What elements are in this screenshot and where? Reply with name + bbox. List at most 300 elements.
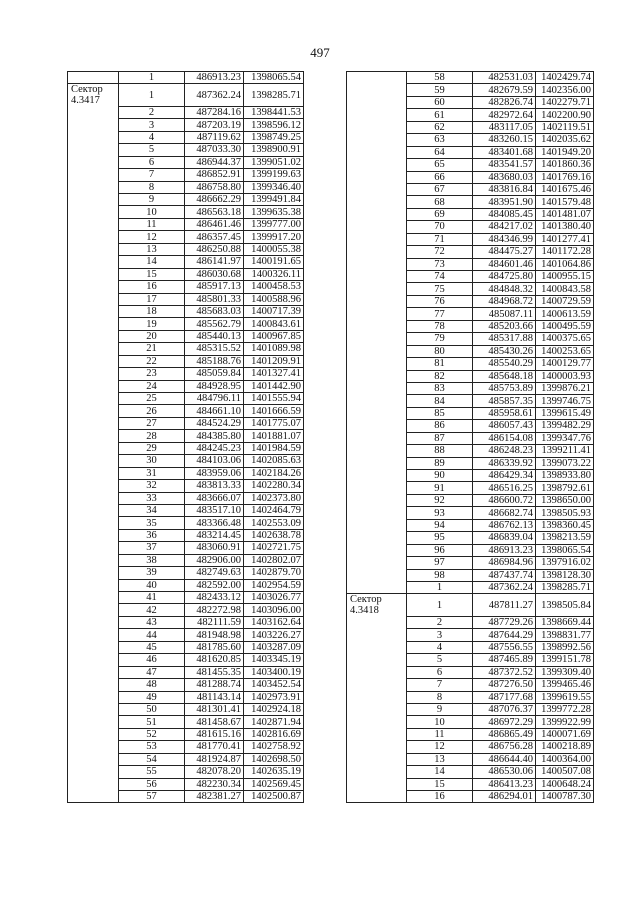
y-coordinate-cell: 1399777.00 bbox=[244, 218, 304, 230]
table-row bbox=[347, 519, 594, 531]
y-coordinate-cell: 1401881.07 bbox=[244, 430, 304, 442]
table-row bbox=[347, 333, 594, 345]
point-number-cell: 41 bbox=[119, 592, 185, 604]
table-row bbox=[68, 604, 304, 616]
x-coordinate-cell: 481924.87 bbox=[185, 753, 244, 765]
y-coordinate-cell: 1398065.54 bbox=[536, 544, 594, 556]
x-coordinate-cell: 486944.37 bbox=[185, 156, 244, 168]
x-coordinate-cell: 486154.08 bbox=[473, 432, 536, 444]
x-coordinate-cell: 485801.33 bbox=[185, 293, 244, 305]
table-row bbox=[347, 594, 594, 617]
point-number-cell: 78 bbox=[407, 320, 473, 332]
table-row bbox=[347, 183, 594, 195]
y-coordinate-cell: 1400129.77 bbox=[536, 358, 594, 370]
table-row bbox=[347, 791, 594, 803]
table-row bbox=[68, 119, 304, 131]
x-coordinate-cell: 485562.79 bbox=[185, 318, 244, 330]
table-row bbox=[68, 641, 304, 653]
point-number-cell: 89 bbox=[407, 457, 473, 469]
point-number-cell: 3 bbox=[119, 119, 185, 131]
y-coordinate-cell: 1401775.07 bbox=[244, 417, 304, 429]
y-coordinate-cell: 1399491.84 bbox=[244, 194, 304, 206]
table-row bbox=[68, 666, 304, 678]
point-number-cell: 71 bbox=[407, 233, 473, 245]
x-coordinate-cell: 485317.88 bbox=[473, 333, 536, 345]
table-row bbox=[68, 343, 304, 355]
point-number-cell: 56 bbox=[119, 778, 185, 790]
y-coordinate-cell: 1402464.79 bbox=[244, 504, 304, 516]
x-coordinate-cell: 485440.13 bbox=[185, 330, 244, 342]
point-number-cell: 72 bbox=[407, 246, 473, 258]
x-coordinate-cell: 487729.26 bbox=[473, 616, 536, 628]
table-row bbox=[347, 84, 594, 96]
x-coordinate-cell: 485087.11 bbox=[473, 308, 536, 320]
table-row bbox=[68, 181, 304, 193]
y-coordinate-cell: 1402119.51 bbox=[536, 121, 594, 133]
y-coordinate-cell: 1402429.74 bbox=[536, 72, 594, 84]
point-number-cell: 87 bbox=[407, 432, 473, 444]
sector-cell bbox=[347, 395, 407, 407]
table-row bbox=[347, 728, 594, 740]
sector-cell bbox=[68, 243, 119, 255]
x-coordinate-cell: 482272.98 bbox=[185, 604, 244, 616]
x-coordinate-cell: 485648.18 bbox=[473, 370, 536, 382]
point-number-cell: 69 bbox=[407, 208, 473, 220]
point-number-cell: 83 bbox=[407, 382, 473, 394]
x-coordinate-cell: 485857.35 bbox=[473, 395, 536, 407]
table-row bbox=[347, 629, 594, 641]
table-row bbox=[68, 305, 304, 317]
point-number-cell: 67 bbox=[407, 183, 473, 195]
sector-cell bbox=[347, 295, 407, 307]
x-coordinate-cell: 487033.30 bbox=[185, 144, 244, 156]
x-coordinate-cell: 482230.34 bbox=[185, 778, 244, 790]
point-number-cell: 98 bbox=[407, 569, 473, 581]
point-number-cell: 50 bbox=[119, 703, 185, 715]
point-number-cell: 7 bbox=[407, 679, 473, 691]
page-number: 497 bbox=[310, 45, 330, 60]
point-number-cell: 88 bbox=[407, 445, 473, 457]
x-coordinate-cell: 487811.27 bbox=[473, 594, 536, 617]
table-row bbox=[347, 766, 594, 778]
sector-cell bbox=[68, 194, 119, 206]
x-coordinate-cell: 483541.57 bbox=[473, 159, 536, 171]
y-coordinate-cell: 1400967.85 bbox=[244, 330, 304, 342]
table-row bbox=[68, 144, 304, 156]
sector-cell bbox=[68, 753, 119, 765]
table-row bbox=[68, 355, 304, 367]
y-coordinate-cell: 1402638.78 bbox=[244, 529, 304, 541]
table-row bbox=[347, 666, 594, 678]
x-coordinate-cell: 487362.24 bbox=[473, 581, 536, 593]
table-row bbox=[68, 256, 304, 268]
y-coordinate-cell: 1400191.65 bbox=[244, 256, 304, 268]
sector-cell bbox=[68, 542, 119, 554]
x-coordinate-cell: 482531.03 bbox=[473, 72, 536, 84]
x-coordinate-cell: 487372.52 bbox=[473, 666, 536, 678]
table-row bbox=[68, 679, 304, 691]
point-number-cell: 59 bbox=[407, 84, 473, 96]
table-row bbox=[347, 445, 594, 457]
sector-cell bbox=[347, 72, 407, 84]
sector-cell bbox=[347, 482, 407, 494]
x-coordinate-cell: 487119.62 bbox=[185, 131, 244, 143]
x-coordinate-cell: 483060.91 bbox=[185, 542, 244, 554]
x-coordinate-cell: 486600.72 bbox=[473, 494, 536, 506]
point-number-cell: 4 bbox=[119, 131, 185, 143]
y-coordinate-cell: 1397916.02 bbox=[536, 557, 594, 569]
point-number-cell: 46 bbox=[119, 654, 185, 666]
x-coordinate-cell: 483401.68 bbox=[473, 146, 536, 158]
table-row bbox=[68, 691, 304, 703]
sector-cell bbox=[347, 778, 407, 790]
y-coordinate-cell: 1402280.34 bbox=[244, 480, 304, 492]
table-row bbox=[347, 358, 594, 370]
sector-cell bbox=[347, 382, 407, 394]
point-number-cell: 1 bbox=[119, 84, 185, 107]
sector-cell bbox=[347, 258, 407, 270]
sector-cell bbox=[68, 616, 119, 628]
y-coordinate-cell: 1398128.30 bbox=[536, 569, 594, 581]
y-coordinate-cell: 1403287.09 bbox=[244, 641, 304, 653]
point-number-cell: 63 bbox=[407, 134, 473, 146]
point-number-cell: 49 bbox=[119, 691, 185, 703]
x-coordinate-cell: 482592.00 bbox=[185, 579, 244, 591]
sector-cell bbox=[68, 156, 119, 168]
x-coordinate-cell: 481620.85 bbox=[185, 654, 244, 666]
y-coordinate-cell: 1399346.40 bbox=[244, 181, 304, 193]
table-row bbox=[68, 741, 304, 753]
y-coordinate-cell: 1403162.64 bbox=[244, 616, 304, 628]
table-row bbox=[347, 171, 594, 183]
y-coordinate-cell: 1400364.00 bbox=[536, 753, 594, 765]
point-number-cell: 1 bbox=[119, 72, 185, 84]
y-coordinate-cell: 1403452.54 bbox=[244, 679, 304, 691]
y-coordinate-cell: 1402356.00 bbox=[536, 84, 594, 96]
y-coordinate-cell: 1400717.39 bbox=[244, 305, 304, 317]
point-number-cell: 61 bbox=[407, 109, 473, 121]
point-number-cell: 51 bbox=[119, 716, 185, 728]
y-coordinate-cell: 1402569.45 bbox=[244, 778, 304, 790]
sector-cell bbox=[68, 305, 119, 317]
y-coordinate-cell: 1398749.25 bbox=[244, 131, 304, 143]
y-coordinate-cell: 1399482.29 bbox=[536, 420, 594, 432]
point-number-cell: 43 bbox=[119, 616, 185, 628]
y-coordinate-cell: 1399347.76 bbox=[536, 432, 594, 444]
sector-cell bbox=[347, 544, 407, 556]
point-number-cell: 1 bbox=[407, 594, 473, 617]
sector-cell bbox=[347, 569, 407, 581]
table-row bbox=[68, 169, 304, 181]
sector-cell bbox=[347, 716, 407, 728]
y-coordinate-cell: 1402553.09 bbox=[244, 517, 304, 529]
y-coordinate-cell: 1402635.19 bbox=[244, 766, 304, 778]
y-coordinate-cell: 1399211.41 bbox=[536, 445, 594, 457]
x-coordinate-cell: 481288.74 bbox=[185, 679, 244, 691]
sector-cell bbox=[68, 629, 119, 641]
y-coordinate-cell: 1398285.71 bbox=[536, 581, 594, 593]
table-row bbox=[347, 109, 594, 121]
table-row bbox=[347, 544, 594, 556]
table-row bbox=[347, 258, 594, 270]
sector-cell bbox=[347, 208, 407, 220]
point-number-cell: 20 bbox=[119, 330, 185, 342]
table-row bbox=[68, 131, 304, 143]
table-row bbox=[68, 716, 304, 728]
point-number-cell: 24 bbox=[119, 380, 185, 392]
table-row bbox=[347, 121, 594, 133]
x-coordinate-cell: 483214.45 bbox=[185, 529, 244, 541]
table-row bbox=[347, 569, 594, 581]
x-coordinate-cell: 482433.12 bbox=[185, 592, 244, 604]
point-number-cell: 34 bbox=[119, 504, 185, 516]
sector-cell bbox=[347, 308, 407, 320]
point-number-cell: 32 bbox=[119, 480, 185, 492]
x-coordinate-cell: 486339.92 bbox=[473, 457, 536, 469]
x-coordinate-cell: 487284.16 bbox=[185, 106, 244, 118]
table-row bbox=[68, 616, 304, 628]
point-number-cell: 5 bbox=[119, 144, 185, 156]
x-coordinate-cell: 485753.89 bbox=[473, 382, 536, 394]
table-row bbox=[68, 654, 304, 666]
x-coordinate-cell: 482826.74 bbox=[473, 96, 536, 108]
y-coordinate-cell: 1400458.53 bbox=[244, 281, 304, 293]
sector-cell bbox=[68, 368, 119, 380]
point-number-cell: 65 bbox=[407, 159, 473, 171]
point-number-cell: 14 bbox=[119, 256, 185, 268]
x-coordinate-cell: 486563.18 bbox=[185, 206, 244, 218]
table-row bbox=[347, 246, 594, 258]
x-coordinate-cell: 484103.06 bbox=[185, 455, 244, 467]
sector-cell bbox=[68, 778, 119, 790]
x-coordinate-cell: 484245.23 bbox=[185, 442, 244, 454]
y-coordinate-cell: 1398285.71 bbox=[244, 84, 304, 107]
point-number-cell: 18 bbox=[119, 305, 185, 317]
table-row bbox=[68, 106, 304, 118]
table-row bbox=[68, 430, 304, 442]
y-coordinate-cell: 1402721.75 bbox=[244, 542, 304, 554]
sector-cell bbox=[347, 121, 407, 133]
point-number-cell: 25 bbox=[119, 393, 185, 405]
sector-cell bbox=[347, 407, 407, 419]
x-coordinate-cell: 487556.55 bbox=[473, 641, 536, 653]
y-coordinate-cell: 1399922.99 bbox=[536, 716, 594, 728]
point-number-cell: 12 bbox=[119, 231, 185, 243]
y-coordinate-cell: 1403345.19 bbox=[244, 654, 304, 666]
point-number-cell: 85 bbox=[407, 407, 473, 419]
x-coordinate-cell: 483951.90 bbox=[473, 196, 536, 208]
sector-cell bbox=[68, 517, 119, 529]
point-number-cell: 13 bbox=[119, 243, 185, 255]
y-coordinate-cell: 1402802.07 bbox=[244, 554, 304, 566]
sector-cell bbox=[68, 218, 119, 230]
point-number-cell: 27 bbox=[119, 417, 185, 429]
sector-cell bbox=[347, 445, 407, 457]
sector-cell bbox=[347, 196, 407, 208]
point-number-cell: 12 bbox=[407, 741, 473, 753]
sector-cell bbox=[68, 72, 119, 84]
point-number-cell: 84 bbox=[407, 395, 473, 407]
table-row bbox=[68, 84, 304, 107]
table-row bbox=[347, 532, 594, 544]
y-coordinate-cell: 1399635.38 bbox=[244, 206, 304, 218]
table-row bbox=[347, 308, 594, 320]
table-row bbox=[347, 432, 594, 444]
y-coordinate-cell: 1400648.24 bbox=[536, 778, 594, 790]
y-coordinate-cell: 1402973.91 bbox=[244, 691, 304, 703]
y-coordinate-cell: 1401675.46 bbox=[536, 183, 594, 195]
x-coordinate-cell: 483680.03 bbox=[473, 171, 536, 183]
x-coordinate-cell: 483260.15 bbox=[473, 134, 536, 146]
y-coordinate-cell: 1402200.90 bbox=[536, 109, 594, 121]
sector-cell bbox=[347, 109, 407, 121]
point-number-cell: 33 bbox=[119, 492, 185, 504]
x-coordinate-cell: 486913.23 bbox=[185, 72, 244, 84]
y-coordinate-cell: 1400003.93 bbox=[536, 370, 594, 382]
point-number-cell: 2 bbox=[407, 616, 473, 628]
sector-cell bbox=[68, 703, 119, 715]
sector-cell bbox=[347, 221, 407, 233]
point-number-cell: 44 bbox=[119, 629, 185, 641]
y-coordinate-cell: 1399772.28 bbox=[536, 703, 594, 715]
table-row bbox=[68, 517, 304, 529]
table-row bbox=[68, 778, 304, 790]
table-row bbox=[347, 703, 594, 715]
x-coordinate-cell: 485059.84 bbox=[185, 368, 244, 380]
sector-cell bbox=[347, 320, 407, 332]
point-number-cell: 15 bbox=[119, 268, 185, 280]
x-coordinate-cell: 484475.27 bbox=[473, 246, 536, 258]
x-coordinate-cell: 485540.29 bbox=[473, 358, 536, 370]
point-number-cell: 17 bbox=[119, 293, 185, 305]
y-coordinate-cell: 1399309.40 bbox=[536, 666, 594, 678]
sector-cell bbox=[347, 271, 407, 283]
table-row bbox=[68, 529, 304, 541]
point-number-cell: 14 bbox=[407, 766, 473, 778]
x-coordinate-cell: 487203.19 bbox=[185, 119, 244, 131]
sector-cell bbox=[68, 393, 119, 405]
sector-cell bbox=[347, 666, 407, 678]
x-coordinate-cell: 482749.63 bbox=[185, 567, 244, 579]
x-coordinate-cell: 486461.46 bbox=[185, 218, 244, 230]
y-coordinate-cell: 1398441.53 bbox=[244, 106, 304, 118]
x-coordinate-cell: 487177.68 bbox=[473, 691, 536, 703]
x-coordinate-cell: 487465.89 bbox=[473, 654, 536, 666]
sector-cell bbox=[68, 529, 119, 541]
x-coordinate-cell: 481458.67 bbox=[185, 716, 244, 728]
table-row bbox=[68, 318, 304, 330]
x-coordinate-cell: 481770.41 bbox=[185, 741, 244, 753]
table-row bbox=[347, 159, 594, 171]
y-coordinate-cell: 1400507.08 bbox=[536, 766, 594, 778]
table-row bbox=[68, 194, 304, 206]
x-coordinate-cell: 486141.97 bbox=[185, 256, 244, 268]
sector-cell bbox=[68, 181, 119, 193]
sector-cell bbox=[68, 592, 119, 604]
sector-cell: Сектор 4.3418 bbox=[347, 594, 407, 617]
sector-cell bbox=[347, 519, 407, 531]
y-coordinate-cell: 1401380.40 bbox=[536, 221, 594, 233]
y-coordinate-cell: 1398213.59 bbox=[536, 532, 594, 544]
y-coordinate-cell: 1400588.96 bbox=[244, 293, 304, 305]
x-coordinate-cell: 482381.27 bbox=[185, 791, 244, 803]
table-row bbox=[68, 629, 304, 641]
point-number-cell: 38 bbox=[119, 554, 185, 566]
point-number-cell: 55 bbox=[119, 766, 185, 778]
point-number-cell: 2 bbox=[119, 106, 185, 118]
sector-cell bbox=[347, 84, 407, 96]
table-row bbox=[347, 283, 594, 295]
sector-cell bbox=[347, 432, 407, 444]
x-coordinate-cell: 486865.49 bbox=[473, 728, 536, 740]
point-number-cell: 11 bbox=[119, 218, 185, 230]
sector-cell bbox=[68, 467, 119, 479]
x-coordinate-cell: 483813.33 bbox=[185, 480, 244, 492]
table-row bbox=[68, 417, 304, 429]
sector-cell bbox=[68, 268, 119, 280]
table-row bbox=[347, 146, 594, 158]
point-number-cell: 5 bbox=[407, 654, 473, 666]
x-coordinate-cell: 486984.96 bbox=[473, 557, 536, 569]
x-coordinate-cell: 484661.10 bbox=[185, 405, 244, 417]
point-number-cell: 96 bbox=[407, 544, 473, 556]
sector-cell bbox=[347, 766, 407, 778]
y-coordinate-cell: 1402816.69 bbox=[244, 728, 304, 740]
sector-cell bbox=[68, 604, 119, 616]
x-coordinate-cell: 483959.06 bbox=[185, 467, 244, 479]
point-number-cell: 77 bbox=[407, 308, 473, 320]
point-number-cell: 9 bbox=[119, 194, 185, 206]
sector-cell bbox=[347, 171, 407, 183]
table-row bbox=[68, 467, 304, 479]
sector-cell bbox=[347, 728, 407, 740]
point-number-cell: 28 bbox=[119, 430, 185, 442]
point-number-cell: 13 bbox=[407, 753, 473, 765]
y-coordinate-cell: 1398505.84 bbox=[536, 594, 594, 617]
sector-cell bbox=[68, 330, 119, 342]
table-row bbox=[347, 208, 594, 220]
y-coordinate-cell: 1402035.62 bbox=[536, 134, 594, 146]
point-number-cell: 15 bbox=[407, 778, 473, 790]
point-number-cell: 64 bbox=[407, 146, 473, 158]
x-coordinate-cell: 486250.88 bbox=[185, 243, 244, 255]
point-number-cell: 9 bbox=[407, 703, 473, 715]
sector-cell bbox=[68, 231, 119, 243]
x-coordinate-cell: 486756.28 bbox=[473, 741, 536, 753]
y-coordinate-cell: 1403026.77 bbox=[244, 592, 304, 604]
y-coordinate-cell: 1403096.00 bbox=[244, 604, 304, 616]
sector-cell bbox=[347, 557, 407, 569]
sector-cell bbox=[347, 532, 407, 544]
y-coordinate-cell: 1399876.21 bbox=[536, 382, 594, 394]
y-coordinate-cell: 1401555.94 bbox=[244, 393, 304, 405]
y-coordinate-cell: 1400729.59 bbox=[536, 295, 594, 307]
sector-cell bbox=[347, 457, 407, 469]
y-coordinate-cell: 1402279.71 bbox=[536, 96, 594, 108]
table-row bbox=[68, 504, 304, 516]
point-number-cell: 26 bbox=[119, 405, 185, 417]
point-number-cell: 53 bbox=[119, 741, 185, 753]
y-coordinate-cell: 1398792.61 bbox=[536, 482, 594, 494]
y-coordinate-cell: 1401769.16 bbox=[536, 171, 594, 183]
point-number-cell: 76 bbox=[407, 295, 473, 307]
table-row bbox=[347, 557, 594, 569]
point-number-cell: 47 bbox=[119, 666, 185, 678]
sector-cell bbox=[68, 318, 119, 330]
x-coordinate-cell: 484524.29 bbox=[185, 417, 244, 429]
table-row bbox=[68, 218, 304, 230]
y-coordinate-cell: 1402500.87 bbox=[244, 791, 304, 803]
